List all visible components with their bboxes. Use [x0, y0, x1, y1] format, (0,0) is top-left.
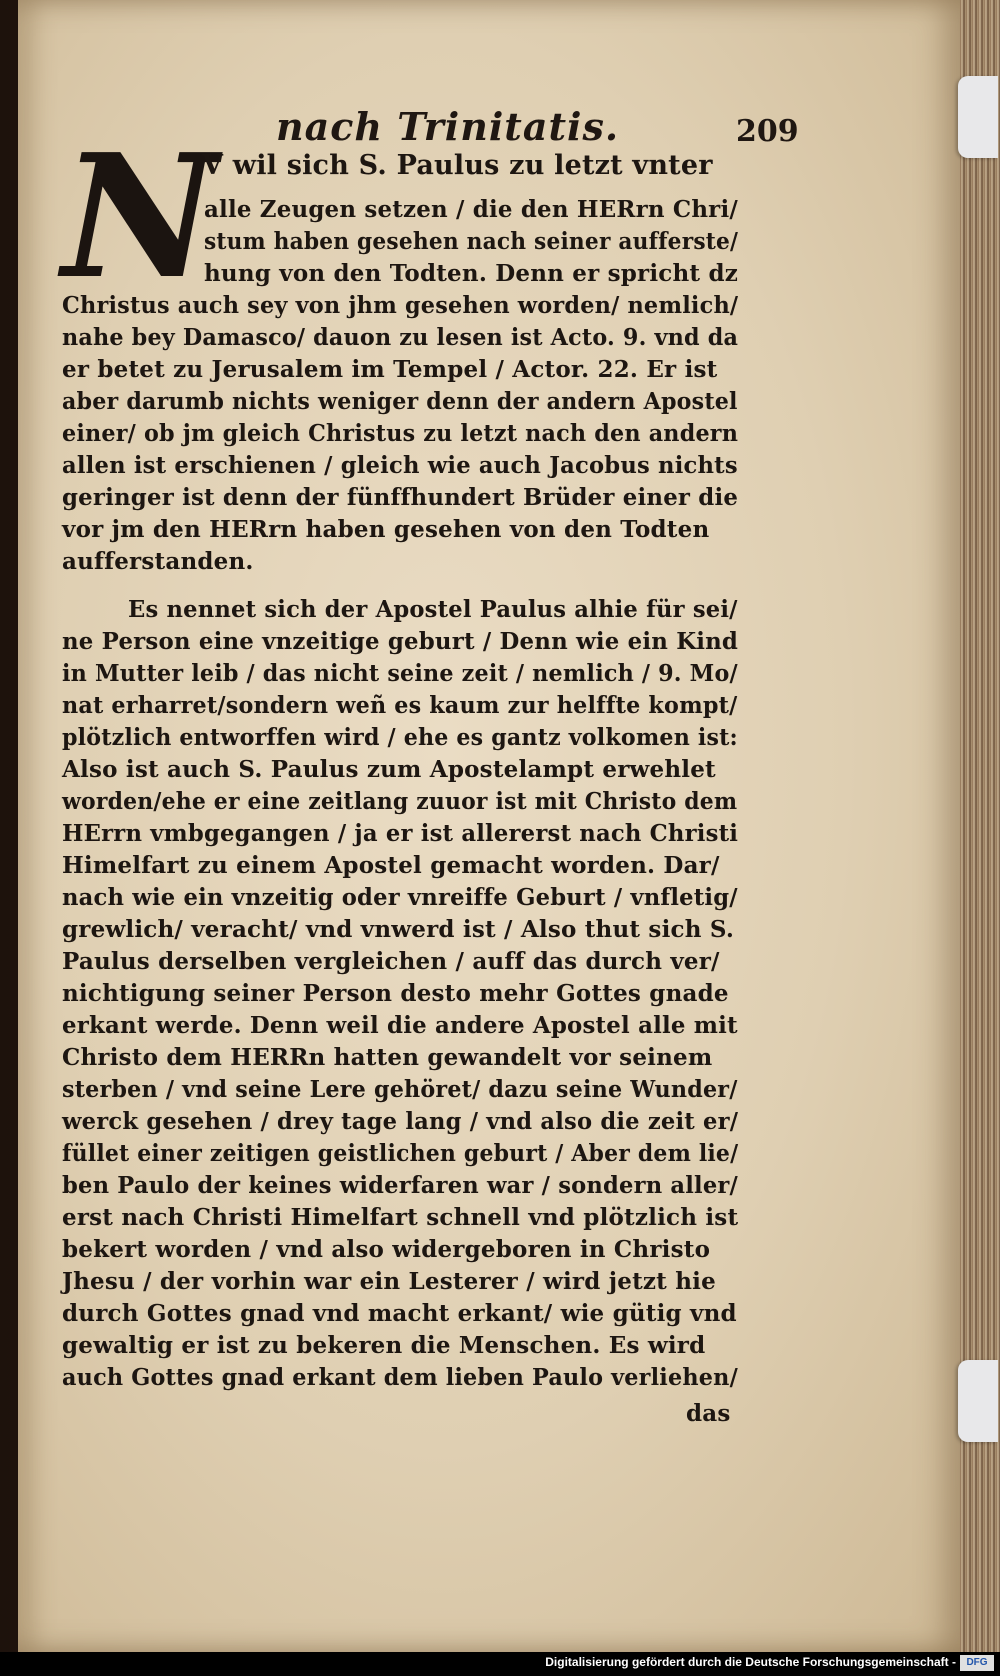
page-marker-tab-bottom [958, 1360, 998, 1442]
text-line: allen ist erschienen / gleich wie auch Jacobus nichts [62, 452, 738, 479]
text-line: füllet einer zeitigen geistlichen geburt / Aber dem lie/ [62, 1140, 739, 1167]
text-line: nichtigung seiner Person desto mehr Gottes gnade [62, 980, 729, 1007]
text-line: ben Paulo der keines widerfaren war / sondern aller/ [62, 1172, 738, 1199]
text-line: gewaltig er ist zu bekeren die Menschen. Es wird [62, 1332, 706, 1359]
text-line: in Mutter leib / das nicht seine zeit / nemlich / 9. Mo/ [62, 660, 738, 687]
text-line: er betet zu Jerusalem im Tempel / Actor. 22. Er ist [62, 356, 718, 383]
text-line: sterben / vnd seine Lere gehöret/ dazu seine Wunder/ [62, 1076, 738, 1103]
text-line: nat erharret/sondern weñ es kaum zur helffte kompt/ [62, 692, 738, 719]
text-line: bekert worden / vnd also widergeboren in Christo [62, 1236, 711, 1263]
text-line: stum haben gesehen nach seiner aufferste/ [204, 228, 739, 255]
text-line: alle Zeugen setzen / die den HERrn Chri/ [204, 196, 738, 223]
text-line: Christus auch sey von jhm gesehen worden/ nemlich/ [62, 292, 739, 319]
page-number: 209 [736, 114, 799, 149]
text-line: hung von den Todten. Denn er spricht dz [204, 260, 739, 287]
dfg-logo: DFG [960, 1655, 994, 1671]
drop-cap-initial: N [62, 117, 218, 317]
text-line: durch Gottes gnad vnd macht erkant/ wie gütig vnd [62, 1300, 737, 1327]
text-line: V wil sich S. Paulus zu letzt vnter [202, 150, 713, 181]
text-line: erkant werde. Denn weil die andere Apostel alle mit [62, 1012, 738, 1039]
running-head: nach Trinitatis. [276, 104, 620, 149]
text-line: Jhesu / der vorhin war ein Lesterer / wird jetzt hie [62, 1268, 716, 1295]
text-line: Himelfart zu einem Apostel gemacht worden. Dar/ [62, 852, 720, 879]
text-line: auch Gottes gnad erkant dem lieben Paulo verliehen/ [62, 1364, 738, 1391]
text-line: geringer ist denn der fünffhundert Brüder einer die [62, 484, 739, 511]
text-line: plötzlich entworffen wird / ehe es gantz volkomen ist: [62, 724, 738, 751]
text-line: erst nach Christi Himelfart schnell vnd plötzlich ist [62, 1204, 739, 1231]
text-line: vor jm den HERrn haben gesehen von den Todten [62, 516, 710, 543]
text-line: Paulus derselben vergleichen / auff das durch ver/ [62, 948, 720, 975]
footer-credit: Digitalisierung gefördert durch die Deutsche Forschungsgemeinschaft - [545, 1655, 956, 1669]
text-line: einer/ ob jm gleich Christus zu letzt nach den andern [62, 420, 739, 447]
text-line: Also ist auch S. Paulus zum Apostelampt erwehlet [62, 756, 716, 783]
text-line: Christo dem HERRn hatten gewandelt vor seinem [62, 1044, 713, 1071]
text-line: nahe bey Damasco/ dauon zu lesen ist Acto. 9. vnd da [62, 324, 739, 351]
text-line: Es nennet sich der Apostel Paulus alhie für sei/ [128, 596, 738, 623]
page-marker-tab-top [958, 76, 998, 158]
text-line: worden/ehe er eine zeitlang zuuor ist mit Christo dem [62, 788, 738, 815]
text-line: HErrn vmbgegangen / ja er ist allererst nach Christi [62, 820, 739, 847]
text-line: grewlich/ veracht/ vnd vnwerd ist / Also thut sich S. [62, 916, 735, 943]
text-line: nach wie ein vnzeitig oder vnreiffe Geburt / vnfletig/ [62, 884, 738, 911]
text-line: ne Person eine vnzeitige geburt / Denn wie ein Kind [62, 628, 739, 655]
text-line: aufferstanden. [62, 548, 254, 575]
catchword: das [686, 1400, 731, 1427]
text-line: werck gesehen / drey tage lang / vnd also die zeit er/ [62, 1108, 739, 1135]
text-line: aber darumb nichts weniger denn der andern Apostel [62, 388, 738, 415]
